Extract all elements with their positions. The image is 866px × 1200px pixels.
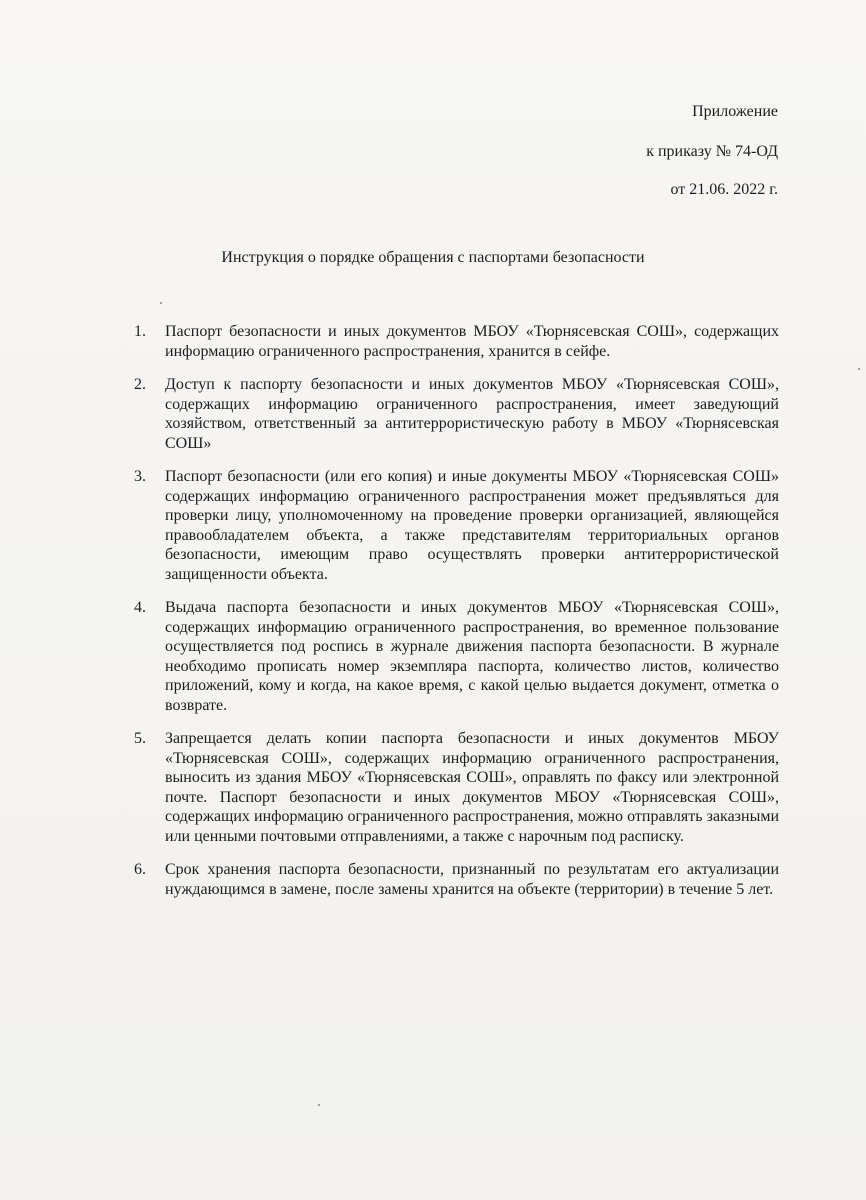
item-text: Срок хранения паспорта безопасности, признанный по результатам его актуализации нуждающимся в замене, после замены хранится на объекте (территории) в течение 5 лет. bbox=[165, 861, 779, 898]
item-number: 1. bbox=[134, 323, 146, 340]
appendix-label: Приложение bbox=[692, 103, 778, 120]
instruction-list bbox=[134, 322, 779, 913]
item-text: Запрещается делать копии паспорта безопасности и иных документов МБОУ «Тюрнясевская СОШ», содержащих информацию ограниченного распространения, выносить из здания МБОУ «Тюрнясевская СОШ», оправлять по факсу или электронной почте. Паспорт безопасности и иных документов МБОУ «Тюрнясевская СОШ», содержащих информацию ограниченного распространения, можно отправлять заказными или ценными почтовыми отправлениями, а также с нарочным под расписку. bbox=[165, 730, 779, 845]
item-text: Доступ к паспорту безопасности и иных документов МБОУ «Тюрнясевская СОШ», содержащих информацию ограниченного распространения, имеет заведующий хозяйством, ответственный за антитеррористическую работу в МБОУ «Тюрнясевская СОШ» bbox=[165, 376, 779, 452]
order-date: от 21.06. 2022 г. bbox=[670, 181, 778, 198]
item-number: 2. bbox=[134, 376, 146, 393]
item-number: 6. bbox=[134, 861, 146, 878]
item-text: Паспорт безопасности (или его копия) и иные документы МБОУ «Тюрнясевская СОШ» содержащих информацию ограниченного распространения может предъявляться для проверки лицу, уполномоченному на проведение проверки организацией, являющейся правообладателем объекта, а также представителям территориальных органов безопасности, имеющим право осуществлять проверки антитеррористической защищенности объекта. bbox=[165, 468, 779, 583]
scan-speck bbox=[318, 1104, 320, 1106]
item-text: Выдача паспорта безопасности и иных документов МБОУ «Тюрнясевская СОШ», содержащих информацию ограниченного распространения, во временное пользование осуществляется под роспись в журнале движения паспорта безопасности. В журнале необходимо прописать номер экземпляра паспорта, количество листов, количество приложений, кому и когда, на какое время, с какой целью выдается документ, отметка о возврате. bbox=[165, 599, 779, 714]
list-item bbox=[134, 467, 779, 584]
list-item bbox=[134, 322, 779, 361]
item-number: 4. bbox=[134, 599, 146, 616]
document-title: Инструкция о порядке обращения с паспортами безопасности bbox=[221, 249, 645, 266]
list-item bbox=[134, 375, 779, 453]
list-item bbox=[134, 860, 779, 899]
order-reference: к приказу № 74-ОД bbox=[646, 143, 778, 160]
scan-speck bbox=[160, 302, 162, 304]
item-number: 3. bbox=[134, 468, 146, 485]
scan-speck bbox=[858, 368, 860, 370]
list-item bbox=[134, 729, 779, 846]
item-number: 5. bbox=[134, 730, 146, 747]
item-text: Паспорт безопасности и иных документов МБОУ «Тюрнясевская СОШ», содержащих информацию ограниченного распространения, хранится в сейфе. bbox=[165, 323, 779, 360]
list-item bbox=[134, 598, 779, 715]
